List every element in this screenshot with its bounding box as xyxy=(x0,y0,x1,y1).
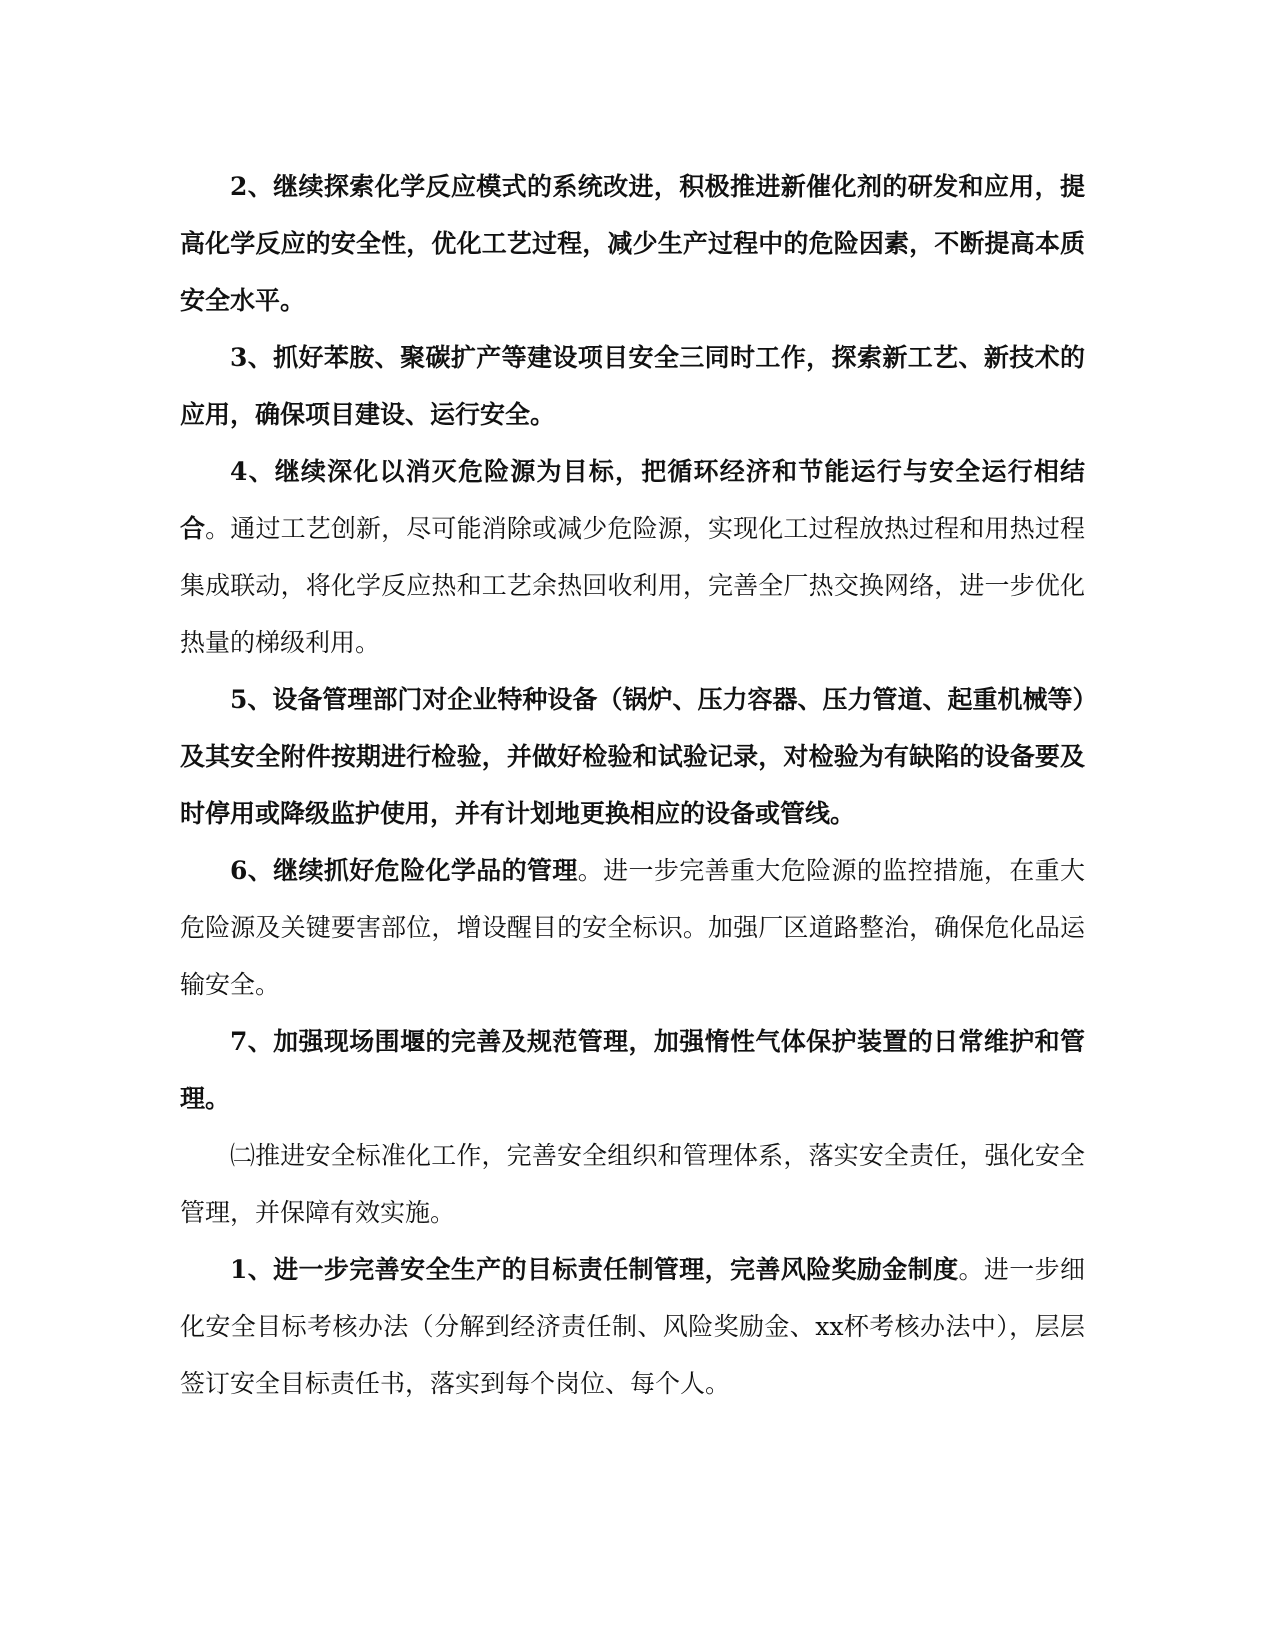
paragraph-item-4 xyxy=(180,443,1085,671)
paragraph-item-2 xyxy=(180,158,1085,329)
paragraph-bold-text: 5、设备管理部门对企业特种设备（锅炉、压力容器、压力管道、起重机械等）及其安全附件按期进行检验，并做好检验和试验记录，对检验为有缺陷的设备要及时停用或降级监护使用，并有计划地更换相应的设备或管线。 xyxy=(180,685,1085,828)
paragraph-bold-text: 3、抓好苯胺、聚碳扩产等建设项目安全三同时工作，探索新工艺、新技术的应用，确保项目建设、运行安全。 xyxy=(180,343,1085,429)
paragraph-normal-text: 。通过工艺创新，尽可能消除或减少危险源，实现化工过程放热过程和用热过程集成联动，将化学反应热和工艺余热回收利用，完善全厂热交换网络，进一步优化热量的梯级利用。 xyxy=(180,514,1085,657)
paragraph-item-5 xyxy=(180,671,1085,842)
paragraph-item-1 xyxy=(180,1241,1085,1412)
section-heading-2 xyxy=(180,1127,1085,1241)
paragraph-bold-text: 6、继续抓好危险化学品的管理 xyxy=(230,856,578,885)
paragraph-normal-text: 。进一步完善重大危险源的监控措施，在重大危险源及关键要害部位，增设醒目的安全标识。加强厂区道路整治，确保危化品运输安全。 xyxy=(180,856,1085,999)
paragraph-normal-text: ㈡推进安全标准化工作，完善安全组织和管理体系，落实安全责任，强化安全管理，并保障有效实施。 xyxy=(180,1141,1085,1227)
document-page xyxy=(180,158,1085,1412)
paragraph-bold-text: 2、继续探索化学反应模式的系统改进，积极推进新催化剂的研发和应用，提高化学反应的安全性，优化工艺过程，减少生产过程中的危险因素，不断提高本质安全水平。 xyxy=(180,172,1085,315)
paragraph-bold-text: 1、进一步完善安全生产的目标责任制管理，完善风险奖励金制度 xyxy=(230,1255,959,1284)
paragraph-bold-text: 7、加强现场围堰的完善及规范管理，加强惰性气体保护装置的日常维护和管理。 xyxy=(180,1027,1085,1113)
paragraph-item-3 xyxy=(180,329,1085,443)
paragraph-normal-text: 。进一步细化安全目标考核办法（分解到经济责任制、风险奖励金、xx杯考核办法中），层层签订安全目标责任书，落实到每个岗位、每个人。 xyxy=(180,1255,1085,1398)
paragraph-bold-text: 4、继续深化以消灭危险源为目标，把循环经济和节能运行与安全运行相结合 xyxy=(180,457,1085,543)
paragraph-item-6 xyxy=(180,842,1085,1013)
paragraph-item-7 xyxy=(180,1013,1085,1127)
